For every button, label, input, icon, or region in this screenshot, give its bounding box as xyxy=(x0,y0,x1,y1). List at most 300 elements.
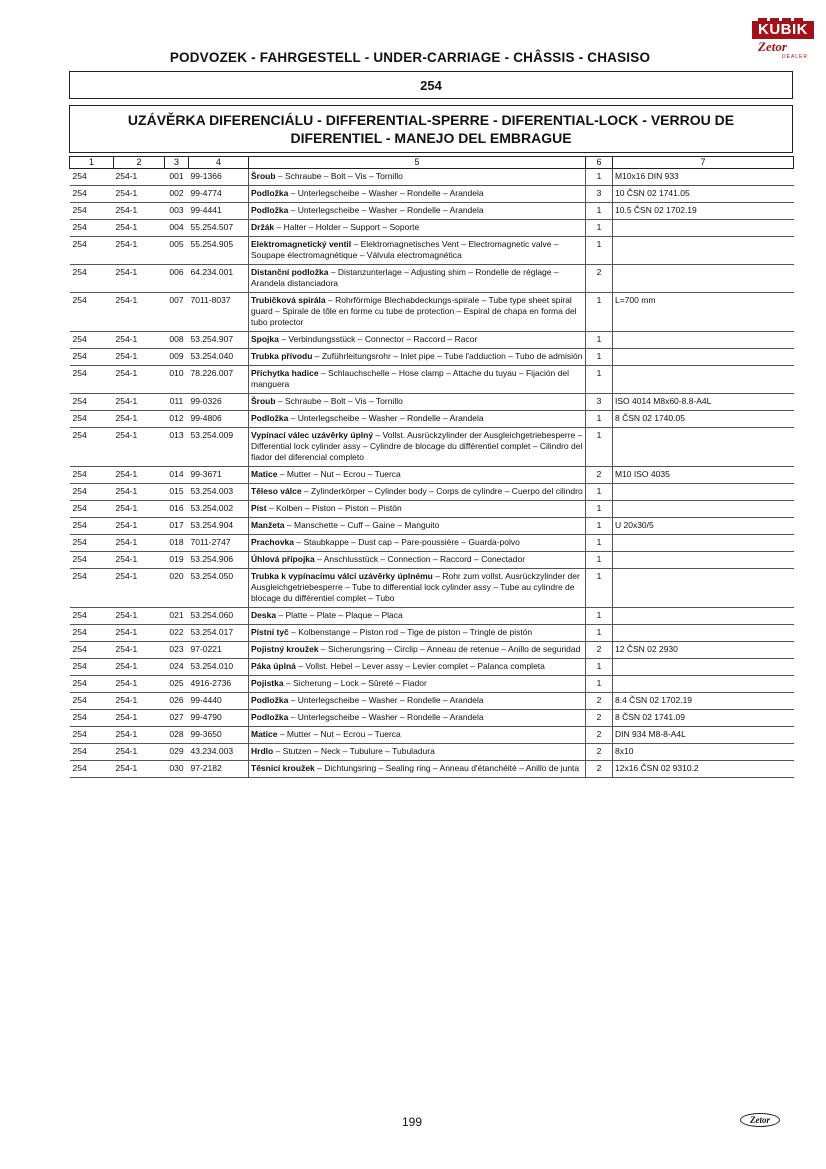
group-cell: 254 xyxy=(70,237,114,265)
table-row xyxy=(70,659,794,676)
quantity-cell: 1 xyxy=(586,535,613,552)
group-cell: 254 xyxy=(70,411,114,428)
quantity-cell: 1 xyxy=(586,428,613,467)
quantity-cell: 1 xyxy=(586,569,613,608)
part-name-czech: Páka úplná xyxy=(251,661,296,671)
note-cell: 8.4 ČSN 02 1702.19 xyxy=(613,693,794,710)
group-cell: 254 xyxy=(70,727,114,744)
table-row xyxy=(70,710,794,727)
part-number-cell: 99-0326 xyxy=(189,394,249,411)
position-cell: 004 xyxy=(165,220,189,237)
part-name-translations: – Sicherungsring – Circlip – Anneau de retenue – Anillo de seguridad xyxy=(318,644,581,654)
part-number-cell: 7011-2747 xyxy=(189,535,249,552)
note-cell: ISO 4014 M8x60-8.8-A4L xyxy=(613,394,794,411)
group-cell: 254 xyxy=(70,428,114,467)
table-row xyxy=(70,411,794,428)
quantity-cell: 1 xyxy=(586,411,613,428)
subgroup-cell: 254-1 xyxy=(114,186,165,203)
quantity-cell: 1 xyxy=(586,552,613,569)
quantity-cell: 3 xyxy=(586,394,613,411)
part-name-translations: – Rohr zum vollst. Ausrückzylinder der Ausgleichgetriebesperre – Tube to differential lock cylinder assy – Tube au cylindre de blocage du différentiel complet – Tubo xyxy=(251,571,580,603)
quantity-cell: 1 xyxy=(586,237,613,265)
group-cell: 254 xyxy=(70,186,114,203)
column-header: 4 xyxy=(189,157,249,169)
part-name-translations: – Zylinderkörper – Cylinder body – Corps de cylindre – Cuerpo del cilindro xyxy=(301,486,583,496)
position-cell: 002 xyxy=(165,186,189,203)
column-header: 3 xyxy=(165,157,189,169)
position-cell: 026 xyxy=(165,693,189,710)
assembly-title-line2: DIFERENTIEL - MANEJO DEL EMBRAGUE xyxy=(290,130,572,146)
description-cell xyxy=(249,366,586,394)
part-name-czech: Úhlová přípojka xyxy=(251,554,315,564)
subgroup-cell: 254-1 xyxy=(114,761,165,778)
column-header: 1 xyxy=(70,157,114,169)
subgroup-cell: 254-1 xyxy=(114,467,165,484)
position-cell: 024 xyxy=(165,659,189,676)
section-title: PODVOZEK - FAHRGESTELL - UNDER-CARRIAGE - CHÂSSIS - CHASISO xyxy=(169,50,651,65)
subgroup-cell: 254-1 xyxy=(114,676,165,693)
part-name-czech: Hrdlo xyxy=(251,746,274,756)
position-cell: 001 xyxy=(165,169,189,186)
group-cell: 254 xyxy=(70,293,114,332)
table-row xyxy=(70,484,794,501)
table-row xyxy=(70,186,794,203)
group-cell: 254 xyxy=(70,467,114,484)
group-cell: 254 xyxy=(70,693,114,710)
part-name-czech: Podložka xyxy=(251,413,289,423)
subgroup-cell: 254-1 xyxy=(114,518,165,535)
table-row xyxy=(70,349,794,366)
zetor-footer-logo: Zetor xyxy=(740,1113,780,1127)
description-cell xyxy=(249,293,586,332)
part-number-cell: 99-1366 xyxy=(189,169,249,186)
group-cell: 254 xyxy=(70,625,114,642)
group-cell: 254 xyxy=(70,349,114,366)
description-cell xyxy=(249,501,586,518)
part-name-czech: Podložka xyxy=(251,188,289,198)
parts-table-body xyxy=(70,169,794,778)
note-cell: M10x16 DIN 933 xyxy=(613,169,794,186)
quantity-cell: 1 xyxy=(586,349,613,366)
position-cell: 023 xyxy=(165,642,189,659)
position-cell: 017 xyxy=(165,518,189,535)
part-number-cell: 53.254.040 xyxy=(189,349,249,366)
part-name-czech: Elektromagnetický ventil xyxy=(251,239,352,249)
part-number-cell: 53.254.050 xyxy=(189,569,249,608)
table-row xyxy=(70,744,794,761)
group-cell: 254 xyxy=(70,659,114,676)
quantity-cell: 2 xyxy=(586,265,613,293)
description-cell xyxy=(249,710,586,727)
group-cell: 254 xyxy=(70,744,114,761)
quantity-cell: 1 xyxy=(586,625,613,642)
description-cell xyxy=(249,535,586,552)
table-row xyxy=(70,467,794,484)
quantity-cell: 2 xyxy=(586,761,613,778)
part-number-cell: 4916-2736 xyxy=(189,676,249,693)
part-name-translations: – Unterlegscheibe – Washer – Rondelle – Arandela xyxy=(288,413,484,423)
table-row xyxy=(70,761,794,778)
table-row xyxy=(70,552,794,569)
subgroup-cell: 254-1 xyxy=(114,727,165,744)
table-row xyxy=(70,293,794,332)
part-number-cell: 99-3650 xyxy=(189,727,249,744)
table-row xyxy=(70,625,794,642)
quantity-cell: 2 xyxy=(586,727,613,744)
quantity-cell: 1 xyxy=(586,518,613,535)
part-name-translations: – Unterlegscheibe – Washer – Rondelle – Arandela xyxy=(288,188,484,198)
part-name-czech: Šroub xyxy=(251,171,276,181)
quantity-cell: 1 xyxy=(586,608,613,625)
part-number-cell: 53.254.904 xyxy=(189,518,249,535)
parts-table xyxy=(69,156,794,778)
table-row xyxy=(70,366,794,394)
part-number-cell: 99-4774 xyxy=(189,186,249,203)
part-name-czech: Podložka xyxy=(251,205,289,215)
position-cell: 029 xyxy=(165,744,189,761)
quantity-cell: 1 xyxy=(586,293,613,332)
part-name-translations: – Schraube – Bolt – Vis – Tornillo xyxy=(275,396,403,406)
note-cell: 12x16 ČSN 02 9310.2 xyxy=(613,761,794,778)
part-name-translations: – Halter – Holder – Support – Soporte xyxy=(274,222,420,232)
description-cell xyxy=(249,761,586,778)
description-cell xyxy=(249,608,586,625)
quantity-cell: 2 xyxy=(586,710,613,727)
description-cell xyxy=(249,428,586,467)
note-cell xyxy=(613,366,794,394)
part-number-cell: 43.234.003 xyxy=(189,744,249,761)
subgroup-cell: 254-1 xyxy=(114,332,165,349)
table-row xyxy=(70,428,794,467)
quantity-cell: 1 xyxy=(586,169,613,186)
position-cell: 020 xyxy=(165,569,189,608)
note-cell xyxy=(613,569,794,608)
description-cell xyxy=(249,552,586,569)
part-number-cell: 78.226.007 xyxy=(189,366,249,394)
table-row xyxy=(70,693,794,710)
note-cell: 10 ČSN 02 1741.05 xyxy=(613,186,794,203)
part-name-czech: Držák xyxy=(251,222,275,232)
description-cell xyxy=(249,467,586,484)
note-cell xyxy=(613,625,794,642)
assembly-title-line1: UZÁVĚRKA DIFERENCIÁLU - DIFFERENTIAL-SPERRE - DIFERENTIAL-LOCK - VERROU DE xyxy=(127,112,735,128)
note-cell xyxy=(613,608,794,625)
part-number-cell: 53.254.003 xyxy=(189,484,249,501)
note-cell: DIN 934 M8-8-A4L xyxy=(613,727,794,744)
subgroup-cell: 254-1 xyxy=(114,484,165,501)
table-row xyxy=(70,642,794,659)
subgroup-cell: 254-1 xyxy=(114,569,165,608)
subgroup-cell: 254-1 xyxy=(114,220,165,237)
table-row xyxy=(70,535,794,552)
quantity-cell: 3 xyxy=(586,186,613,203)
part-name-czech: Trubičková spirála xyxy=(251,295,326,305)
note-cell: L=700 mm xyxy=(613,293,794,332)
subgroup-cell: 254-1 xyxy=(114,535,165,552)
quantity-cell: 2 xyxy=(586,642,613,659)
subgroup-cell: 254-1 xyxy=(114,394,165,411)
table-row xyxy=(70,169,794,186)
subgroup-cell: 254-1 xyxy=(114,693,165,710)
note-cell xyxy=(613,265,794,293)
position-cell: 007 xyxy=(165,293,189,332)
note-cell xyxy=(613,552,794,569)
note-cell: 12 ČSN 02 2930 xyxy=(613,642,794,659)
group-cell: 254 xyxy=(70,203,114,220)
part-number-cell: 53.254.010 xyxy=(189,659,249,676)
description-cell xyxy=(249,569,586,608)
part-number-cell: 99-4806 xyxy=(189,411,249,428)
group-cell: 254 xyxy=(70,676,114,693)
group-cell: 254 xyxy=(70,332,114,349)
note-cell xyxy=(613,237,794,265)
subgroup-cell: 254-1 xyxy=(114,659,165,676)
part-name-czech: Spojka xyxy=(251,334,279,344)
group-cell: 254 xyxy=(70,484,114,501)
group-cell: 254 xyxy=(70,535,114,552)
subgroup-cell: 254-1 xyxy=(114,608,165,625)
part-number-cell: 55.254.507 xyxy=(189,220,249,237)
logo-brand: KUBIK xyxy=(752,21,814,39)
position-cell: 005 xyxy=(165,237,189,265)
note-cell xyxy=(613,676,794,693)
note-cell: M10 ISO 4035 xyxy=(613,467,794,484)
part-number-cell: 53.254.009 xyxy=(189,428,249,467)
part-name-translations: – Vollst. Ausrückzylinder der Ausgleichgetriebesperre – Differential lock cylinder assy – Cylindre de blocage du différentiel complet – Cilindro del fiador del diferencial completo xyxy=(251,430,583,462)
note-cell xyxy=(613,220,794,237)
group-cell: 254 xyxy=(70,569,114,608)
part-name-czech: Distanční podložka xyxy=(251,267,329,277)
part-number-cell: 53.254.907 xyxy=(189,332,249,349)
part-number-cell: 99-4441 xyxy=(189,203,249,220)
part-name-czech: Manžeta xyxy=(251,520,285,530)
table-row xyxy=(70,394,794,411)
group-cell: 254 xyxy=(70,761,114,778)
subgroup-cell: 254-1 xyxy=(114,366,165,394)
note-cell xyxy=(613,428,794,467)
quantity-cell: 2 xyxy=(586,467,613,484)
position-cell: 009 xyxy=(165,349,189,366)
group-cell: 254 xyxy=(70,642,114,659)
group-cell: 254 xyxy=(70,169,114,186)
part-number-cell: 7011-8037 xyxy=(189,293,249,332)
part-number-cell: 53.254.906 xyxy=(189,552,249,569)
note-cell xyxy=(613,535,794,552)
part-name-translations: – Distanzunterlage – Adjusting shim – Rondelle de réglage – Arandela distanciadora xyxy=(251,267,559,288)
position-cell: 015 xyxy=(165,484,189,501)
part-name-translations: – Schraube – Bolt – Vis – Tornillo xyxy=(275,171,403,181)
subgroup-cell: 254-1 xyxy=(114,642,165,659)
part-name-translations: – Staubkappe – Dust cap – Pare-poussière – Guarda-polvo xyxy=(294,537,520,547)
column-header: 2 xyxy=(114,157,165,169)
part-name-czech: Podložka xyxy=(251,712,289,722)
description-cell xyxy=(249,203,586,220)
group-number: 254 xyxy=(420,78,442,93)
column-header: 7 xyxy=(613,157,794,169)
subgroup-cell: 254-1 xyxy=(114,237,165,265)
note-cell xyxy=(613,659,794,676)
description-cell xyxy=(249,237,586,265)
group-cell: 254 xyxy=(70,518,114,535)
part-number-cell: 53.254.017 xyxy=(189,625,249,642)
description-cell xyxy=(249,169,586,186)
quantity-cell: 1 xyxy=(586,676,613,693)
subgroup-cell: 254-1 xyxy=(114,411,165,428)
part-name-translations: – Kolben – Piston – Piston – Pistón xyxy=(266,503,402,513)
description-cell xyxy=(249,659,586,676)
part-number-cell: 99-3671 xyxy=(189,467,249,484)
quantity-cell: 1 xyxy=(586,220,613,237)
note-cell xyxy=(613,332,794,349)
table-row xyxy=(70,569,794,608)
position-cell: 010 xyxy=(165,366,189,394)
group-cell: 254 xyxy=(70,394,114,411)
description-cell xyxy=(249,744,586,761)
group-cell: 254 xyxy=(70,366,114,394)
assembly-title-box xyxy=(69,105,793,153)
column-header: 6 xyxy=(586,157,613,169)
position-cell: 019 xyxy=(165,552,189,569)
column-header: 5 xyxy=(249,157,586,169)
note-cell xyxy=(613,349,794,366)
part-name-translations: – Elektromagnetisches Vent – Electromagnetic valve – Soupape électromagnétique – Válvula electromagnética xyxy=(251,239,559,260)
part-name-czech: Pístní tyč xyxy=(251,627,289,637)
part-name-translations: – Manschette – Cuff – Gaine – Manguito xyxy=(284,520,440,530)
part-number-cell: 97-0221 xyxy=(189,642,249,659)
subgroup-cell: 254-1 xyxy=(114,428,165,467)
description-cell xyxy=(249,518,586,535)
position-cell: 008 xyxy=(165,332,189,349)
part-name-czech: Pojistný kroužek xyxy=(251,644,319,654)
part-name-translations: – Dichtungsring – Sealing ring – Anneau d'étanchéité – Anillo de junta xyxy=(314,763,580,773)
description-cell xyxy=(249,186,586,203)
page-number: 199 xyxy=(401,1115,423,1129)
part-name-czech: Trubka k vypínacímu válci uzávěrky úplnému xyxy=(251,571,433,581)
position-cell: 014 xyxy=(165,467,189,484)
group-number-box xyxy=(69,71,793,99)
description-cell xyxy=(249,394,586,411)
group-cell: 254 xyxy=(70,552,114,569)
description-cell xyxy=(249,625,586,642)
position-cell: 018 xyxy=(165,535,189,552)
table-row xyxy=(70,501,794,518)
description-cell xyxy=(249,676,586,693)
part-name-translations: – Anschlusstück – Connection – Raccord – Conectador xyxy=(314,554,526,564)
table-row xyxy=(70,608,794,625)
part-name-translations: – Schlauchschelle – Hose clamp – Attache du tuyau – Fijación del manguera xyxy=(251,368,569,389)
part-name-translations: – Unterlegscheibe – Washer – Rondelle – Arandela xyxy=(288,695,484,705)
subgroup-cell: 254-1 xyxy=(114,169,165,186)
quantity-cell: 2 xyxy=(586,693,613,710)
part-name-translations: – Kolbenstange – Piston rod – Tige de piston – Tringle de pistón xyxy=(288,627,533,637)
part-name-translations: – Sicherung – Lock – Sûreté – Fiador xyxy=(283,678,427,688)
part-name-translations: – Mutter – Nut – Ecrou – Tuerca xyxy=(277,469,401,479)
part-number-cell: 97-2182 xyxy=(189,761,249,778)
part-name-czech: Vypínací válec uzávěrky úplný xyxy=(251,430,374,440)
subgroup-cell: 254-1 xyxy=(114,744,165,761)
logo-dealer: DEALER xyxy=(782,54,809,60)
note-cell: 8x10 xyxy=(613,744,794,761)
note-cell: U 20x30/5 xyxy=(613,518,794,535)
logo-bars xyxy=(758,13,808,21)
part-number-cell: 55.254.905 xyxy=(189,237,249,265)
table-row xyxy=(70,332,794,349)
subgroup-cell: 254-1 xyxy=(114,710,165,727)
position-cell: 003 xyxy=(165,203,189,220)
quantity-cell: 1 xyxy=(586,366,613,394)
part-name-czech: Matice xyxy=(251,469,278,479)
part-name-czech: Trubka přívodu xyxy=(251,351,313,361)
part-name-czech: Matice xyxy=(251,729,278,739)
subgroup-cell: 254-1 xyxy=(114,265,165,293)
table-row xyxy=(70,237,794,265)
group-cell: 254 xyxy=(70,710,114,727)
part-name-czech: Deska xyxy=(251,610,277,620)
part-name-czech: Těleso válce xyxy=(251,486,302,496)
subgroup-cell: 254-1 xyxy=(114,349,165,366)
quantity-cell: 1 xyxy=(586,484,613,501)
part-name-translations: – Rohrförmige Blechabdeckungs-spirale – Tube type sheet spiral guard – Spirale de tôle en forme cu tube de protection – Espiral de chapa en forma del tubo protector xyxy=(251,295,577,327)
subgroup-cell: 254-1 xyxy=(114,501,165,518)
description-cell xyxy=(249,642,586,659)
position-cell: 027 xyxy=(165,710,189,727)
part-name-translations: – Zuführleitungsrohr – Inlet pipe – Tube l'adduction – Tubo de admisión xyxy=(312,351,583,361)
position-cell: 012 xyxy=(165,411,189,428)
position-cell: 011 xyxy=(165,394,189,411)
logo-sub: Zetor xyxy=(758,39,787,54)
note-cell: 8 ČSN 02 1741.09 xyxy=(613,710,794,727)
position-cell: 028 xyxy=(165,727,189,744)
table-row xyxy=(70,518,794,535)
description-cell xyxy=(249,411,586,428)
part-name-translations: – Mutter – Nut – Ecrou – Tuerca xyxy=(277,729,401,739)
part-name-translations: – Verbindungsstück – Connector – Raccord – Racor xyxy=(278,334,478,344)
description-cell xyxy=(249,693,586,710)
position-cell: 022 xyxy=(165,625,189,642)
part-name-czech: Prachovka xyxy=(251,537,294,547)
quantity-cell: 1 xyxy=(586,203,613,220)
part-name-translations: – Stutzen – Neck – Tubulure – Tubuladura xyxy=(273,746,435,756)
part-number-cell: 53.254.060 xyxy=(189,608,249,625)
part-name-czech: Těsnicí kroužek xyxy=(251,763,315,773)
kubik-zetor-logo xyxy=(752,13,814,63)
table-row xyxy=(70,265,794,293)
description-cell xyxy=(249,332,586,349)
part-name-czech: Podložka xyxy=(251,695,289,705)
table-row xyxy=(70,676,794,693)
part-name-czech: Příchytka hadice xyxy=(251,368,319,378)
position-cell: 006 xyxy=(165,265,189,293)
note-cell xyxy=(613,501,794,518)
quantity-cell: 1 xyxy=(586,501,613,518)
position-cell: 025 xyxy=(165,676,189,693)
part-name-czech: Píst xyxy=(251,503,267,513)
description-cell xyxy=(249,727,586,744)
part-number-cell: 64.234.001 xyxy=(189,265,249,293)
quantity-cell: 1 xyxy=(586,659,613,676)
group-cell: 254 xyxy=(70,501,114,518)
part-name-translations: – Unterlegscheibe – Washer – Rondelle – Arandela xyxy=(288,205,484,215)
subgroup-cell: 254-1 xyxy=(114,293,165,332)
part-number-cell: 99-4790 xyxy=(189,710,249,727)
note-cell: 10.5 ČSN 02 1702.19 xyxy=(613,203,794,220)
table-row xyxy=(70,203,794,220)
subgroup-cell: 254-1 xyxy=(114,203,165,220)
note-cell xyxy=(613,484,794,501)
position-cell: 021 xyxy=(165,608,189,625)
position-cell: 013 xyxy=(165,428,189,467)
group-cell: 254 xyxy=(70,220,114,237)
